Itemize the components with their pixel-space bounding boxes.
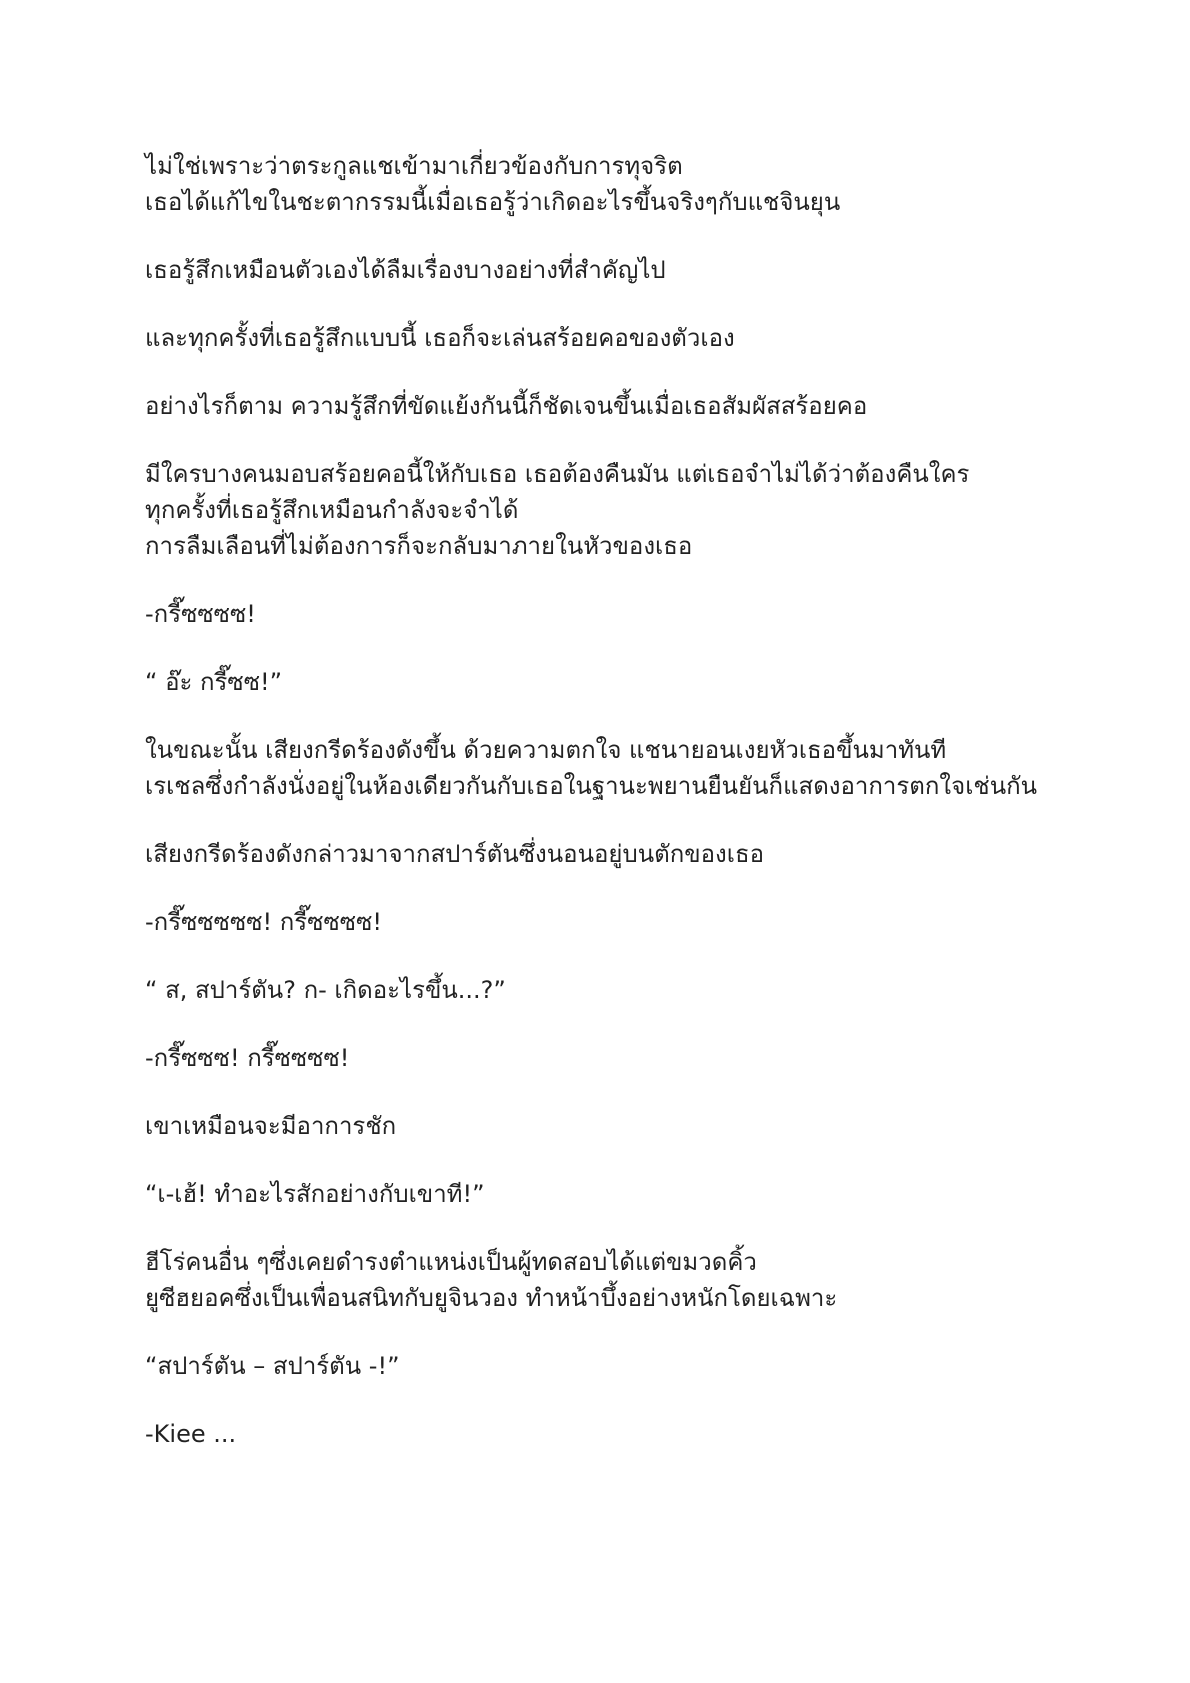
text-line: ในขณะนั้น เสียงกรีดร้องดังขึ้น ด้วยความตกใจ แชนายอนเงยหัวเธอขึ้นมาทันที: [145, 736, 947, 764]
text-line: -กรี๊ซซซ! กรี๊ซซซซ!: [145, 1044, 350, 1072]
paragraph: [145, 972, 1145, 1008]
paragraph: [145, 1040, 1145, 1076]
text-line: การลืมเลือนที่ไม่ต้องการก็จะกลับมาภายในหัวของเธอ: [145, 532, 693, 560]
text-line: ไม่ใช่เพราะว่าตระกูลแชเข้ามาเกี่ยวข้องกับการทุจริต: [145, 152, 683, 180]
text-line: เธอรู้สึกเหมือนตัวเองได้ลืมเรื่องบางอย่างที่สำคัญไป: [145, 256, 666, 284]
text-line: เรเชลซึ่งกำลังนั่งอยู่ในห้องเดียวกันกับเธอในฐานะพยานยืนยันก็แสดงอาการตกใจเช่นกัน: [145, 772, 1038, 800]
text-line: และทุกครั้งที่เธอรู้สึกแบบนี้ เธอก็จะเล่นสร้อยคอของตัวเอง: [145, 324, 735, 352]
paragraph: [145, 836, 1145, 872]
text-line: -Kiee ...: [145, 1420, 237, 1448]
paragraph: [145, 320, 1145, 356]
text-line: เสียงกรีดร้องดังกล่าวมาจากสปาร์ตันซึ่งนอนอยู่บนตักของเธอ: [145, 840, 765, 868]
text-line: “สปาร์ตัน – สปาร์ตัน -!”: [145, 1352, 400, 1380]
text-line: -กรี๊ซซซซ!: [145, 600, 256, 628]
paragraph: [145, 1244, 1145, 1316]
paragraph: [145, 1348, 1145, 1384]
paragraph: [145, 148, 1145, 220]
text-line: เขาเหมือนจะมีอาการชัก: [145, 1112, 397, 1140]
paragraph: [145, 388, 1145, 424]
text-line: “ ส, สปาร์ตัน? ก- เกิดอะไรขึ้น...?”: [145, 976, 506, 1004]
paragraph: [145, 664, 1145, 700]
paragraph: [145, 732, 1145, 804]
text-line: อย่างไรก็ตาม ความรู้สึกที่ขัดแย้งกันนี้ก็ชัดเจนขึ้นเมื่อเธอสัมผัสสร้อยคอ: [145, 392, 868, 420]
paragraph: [145, 596, 1145, 632]
text-line: -กรี๊ซซซซซ! กรี๊ซซซซ!: [145, 908, 382, 936]
paragraph: [145, 904, 1145, 940]
paragraph: [145, 1108, 1145, 1144]
document-body: [145, 148, 1145, 1484]
paragraph: [145, 456, 1145, 564]
paragraph: [145, 1416, 1145, 1452]
text-line: ทุกครั้งที่เธอรู้สึกเหมือนกำลังจะจำได้: [145, 496, 519, 524]
paragraph: [145, 1176, 1145, 1212]
text-line: “เ-เฮ้! ทำอะไรสักอย่างกับเขาที!”: [145, 1180, 485, 1208]
text-line: ฮีโร่คนอื่น ๆซึ่งเคยดำรงตำแหน่งเป็นผู้ทดสอบได้แต่ขมวดคิ้ว: [145, 1248, 757, 1276]
text-line: มีใครบางคนมอบสร้อยคอนี้ให้กับเธอ เธอต้องคืนมัน แต่เธอจำไม่ได้ว่าต้องคืนใคร: [145, 460, 970, 488]
text-line: “ อ๊ะ กรี๊ซซ!”: [145, 668, 283, 696]
text-line: ยูซีฮยอคซึ่งเป็นเพื่อนสนิทกับยูจินวอง ทำหน้าบึ้งอย่างหนักโดยเฉพาะ: [145, 1284, 838, 1312]
paragraph: [145, 252, 1145, 288]
text-line: เธอได้แก้ไขในชะตากรรมนี้เมื่อเธอรู้ว่าเกิดอะไรขึ้นจริงๆกับแชจินยุน: [145, 188, 841, 216]
